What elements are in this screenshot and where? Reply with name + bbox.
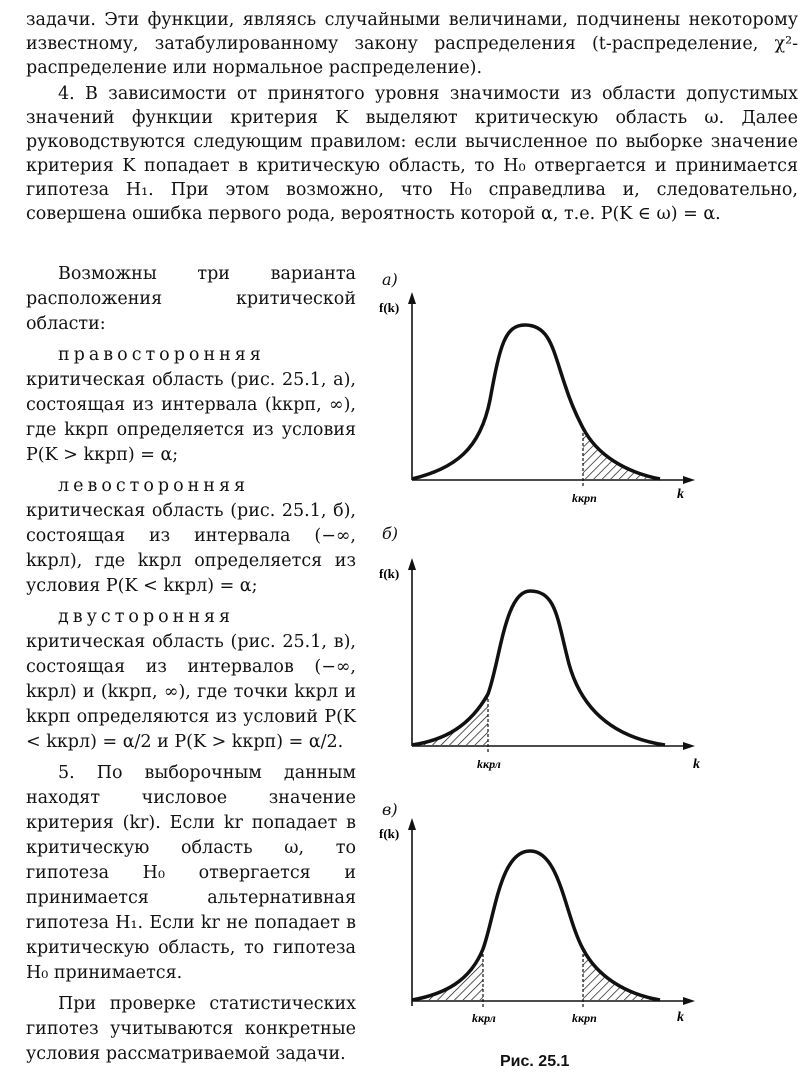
x-axis-label: k	[693, 757, 700, 772]
density-curve	[412, 591, 665, 745]
x-axis-arrow-icon	[683, 997, 695, 1005]
paragraph-intro: задачи. Эти функции, являясь случайными величинами, подчинены некоторому известному, затабулированному закону распределения (t-распределение, χ²-распределение или нормальное распределение).	[26, 10, 798, 78]
y-axis-label: f(k)	[379, 566, 400, 581]
left-sided-item	[26, 474, 356, 599]
panel-c-label: в)	[382, 800, 398, 819]
figure-caption: Рис. 25.1	[500, 1053, 570, 1070]
right-tail-area	[583, 949, 660, 1000]
x-axis-arrow-icon	[683, 742, 695, 750]
panel-b-label: б)	[382, 524, 399, 543]
x-axis-arrow-icon	[683, 476, 695, 484]
density-curve	[412, 325, 660, 479]
paragraph-variants: Возможны три варианта расположения критической области:	[26, 264, 356, 334]
right-sided-item	[26, 343, 356, 468]
left-column	[26, 262, 356, 1073]
left-tail-area	[412, 694, 488, 745]
left-sided-term: левосторонняя	[58, 476, 250, 496]
right-tail-area	[583, 428, 660, 479]
tick-k-right: kкрп	[572, 1011, 597, 1025]
two-sided-desc: критическая область (рис. 25.1, в), состоящая из интервалов (−∞, kкрл) и (kкрп, ∞), где точки kкрл и kкрп определяются из условий P(K < kкрл) = α/2 и P(K > kкрп) = α/2.	[26, 632, 356, 752]
x-axis-label: k	[677, 487, 684, 502]
y-axis-arrow-icon	[408, 292, 416, 304]
tick-k-left: kкрл	[472, 1011, 496, 1025]
panel-c-plot	[375, 816, 705, 1025]
y-axis-label: f(k)	[379, 300, 400, 315]
tick-k-right: kкрп	[572, 491, 597, 505]
panel-a-plot	[375, 290, 705, 505]
y-axis-label: f(k)	[379, 826, 400, 841]
right-sided-desc: критическая область (рис. 25.1, а), состоящая из интервала (kкрп, ∞), где kкрп определяется из условия P(K > kкрп) = α;	[26, 370, 356, 465]
panel-a-label: а)	[382, 270, 398, 289]
y-axis-arrow-icon	[408, 558, 416, 570]
density-curve	[412, 851, 660, 1000]
tick-k-left: kкрл	[477, 757, 501, 771]
paragraph-5: 5. По выборочным данным находят числовое значение критерия (kr). Если kr попадает в критическую область ω, то гипотеза H₀ отвергается и принимается альтернативная гипотеза H₁. Если kr не попадает в критическую область, то гипотеза H₀ принимается.	[26, 763, 356, 983]
x-axis-label: k	[677, 1010, 684, 1025]
left-tail-area	[412, 949, 483, 1000]
two-sided-item	[26, 605, 356, 755]
y-axis-arrow-icon	[408, 818, 416, 830]
right-sided-term: правосторонняя	[58, 345, 265, 365]
paragraph-6: При проверке статистических гипотез учитываются конкретные условия рассматриваемой задачи.	[26, 994, 356, 1064]
paragraph-4: 4. В зависимости от принятого уровня значимости из области допустимых значений функции критерия K выделяют критическую область ω. Далее руководствуются следующим правилом: если вычисленное по выборке значение критерия K попадает в критическую область, то H₀ отвергается и принимается гипотеза H₁. При этом возможно, что H₀ справедлива и, следовательно, совершена ошибка первого рода, вероятность которой α, т.е. P(K ∈ ω) = α.	[26, 84, 798, 224]
left-sided-desc: критическая область (рис. 25.1, б), состоящая из интервала (−∞, kкрл), где kкрл определяется из условия P(K < kкрл) = α;	[26, 501, 356, 596]
panel-b-plot	[375, 556, 705, 772]
two-sided-term: двусторонняя	[58, 607, 235, 627]
